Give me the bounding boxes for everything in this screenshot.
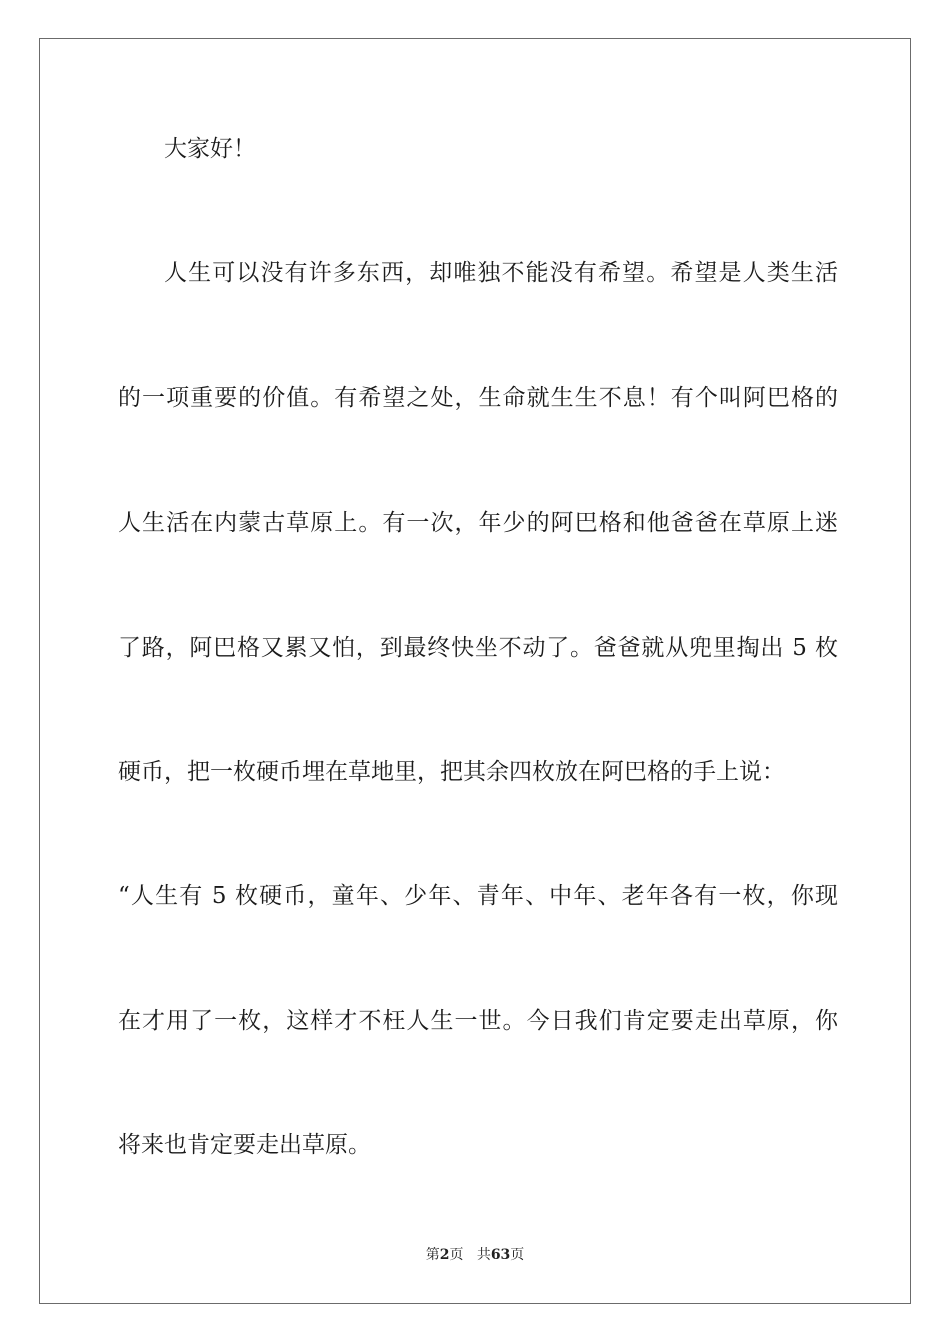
total-page-count: 63 [490,1247,511,1263]
greeting-line: 大家好！ [164,136,256,162]
page-suffix: 页 [449,1247,464,1263]
total-prefix: 共 [476,1247,491,1263]
paragraph-line-8: 将来也肯定要走出草原。 [118,1132,371,1158]
paragraph-line-7: 在才用了一枚，这样才不枉人生一世。今日我们肯定要走出草原，你 [118,1008,838,1034]
paragraph-line-5: 硬币，把一枚硬币埋在草地里，把其余四枚放在阿巴格的手上说： [118,759,785,785]
paragraph-line-4: 了路，阿巴格又累又怕，到最终快坐不动了。爸爸就从兜里掏出 5 枚 [118,635,838,661]
page-prefix: 第 [425,1247,440,1263]
page-footer [0,1245,950,1265]
total-suffix: 页 [510,1247,525,1263]
paragraph-line-3: 人生活在内蒙古草原上。有一次，年少的阿巴格和他爸爸在草原上迷 [118,510,838,536]
page-frame [39,38,911,1304]
paragraph-line-2: 的一项重要的价值。有希望之处，生命就生生不息！有个叫阿巴格的 [118,385,838,411]
current-page-number: 2 [439,1247,450,1263]
paragraph-line-6: “人生有 5 枚硬币，童年、少年、青年、中年、老年各有一枚，你现 [118,883,838,909]
paragraph-line-1: 人生可以没有许多东西，却唯独不能没有希望。希望是人类生活 [164,260,838,286]
